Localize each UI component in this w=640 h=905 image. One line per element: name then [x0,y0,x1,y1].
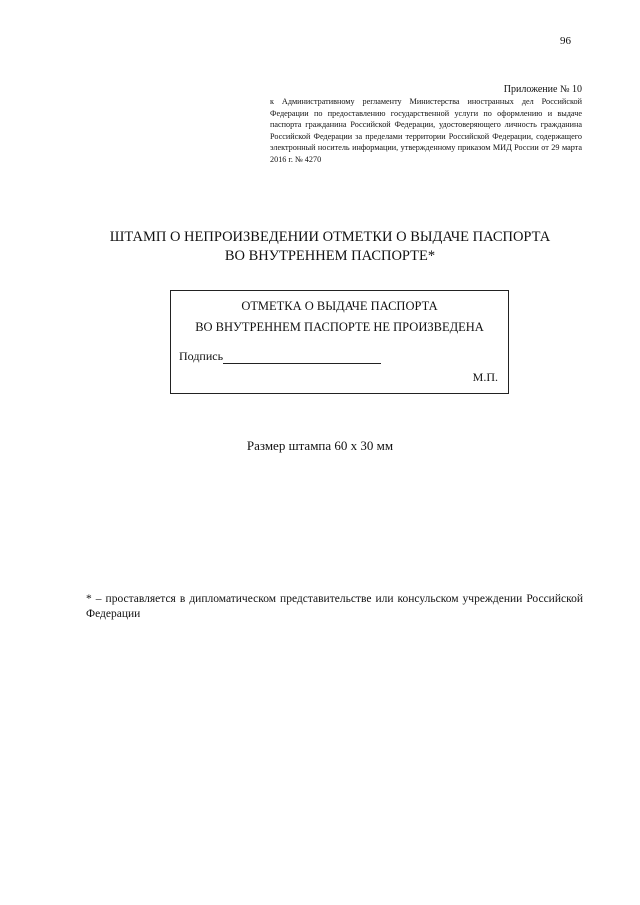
stamp-line2: ВО ВНУТРЕННЕМ ПАСПОРТЕ НЕ ПРОИЗВЕДЕНА [195,320,484,334]
document-title-line2: ВО ВНУТРЕННЕМ ПАСПОРТЕ* [224,248,436,264]
page-number: 96 [560,35,571,47]
footnote: * – проставляется в дипломатическом представительстве или консульском учреждении Российской Федерации [86,593,583,620]
signature-label: Подпись [179,349,224,363]
document-title-line1: ШТАМП О НЕПРОИЗВЕДЕНИИ ОТМЕТКИ О ВЫДАЧЕ ПАСПОРТА [109,229,551,245]
seal-label: М.П. [472,370,498,384]
appendix-block [270,84,582,165]
signature-line [223,351,381,364]
signature-row [179,349,381,364]
appendix-text: к Административному регламенту Министерства иностранных дел Российской Федерации по предоставлению государственной услуги по оформлению и выдаче паспорта гражданина Российской Федерации, удостоверяющего личность гражданина Российской Федерации за пределами территории Российской Федерации, содержащего электронный носитель информации, утвержденному приказом МИД России от 29 марта 2016 г. № 4270 [270,97,582,164]
stamp-size: Размер штампа 60 х 30 мм [246,438,394,453]
document-title [80,228,580,266]
appendix-title: Приложение № 10 [503,84,582,95]
stamp-line1: ОТМЕТКА О ВЫДАЧЕ ПАСПОРТА [241,299,438,313]
stamp-box [170,290,509,394]
